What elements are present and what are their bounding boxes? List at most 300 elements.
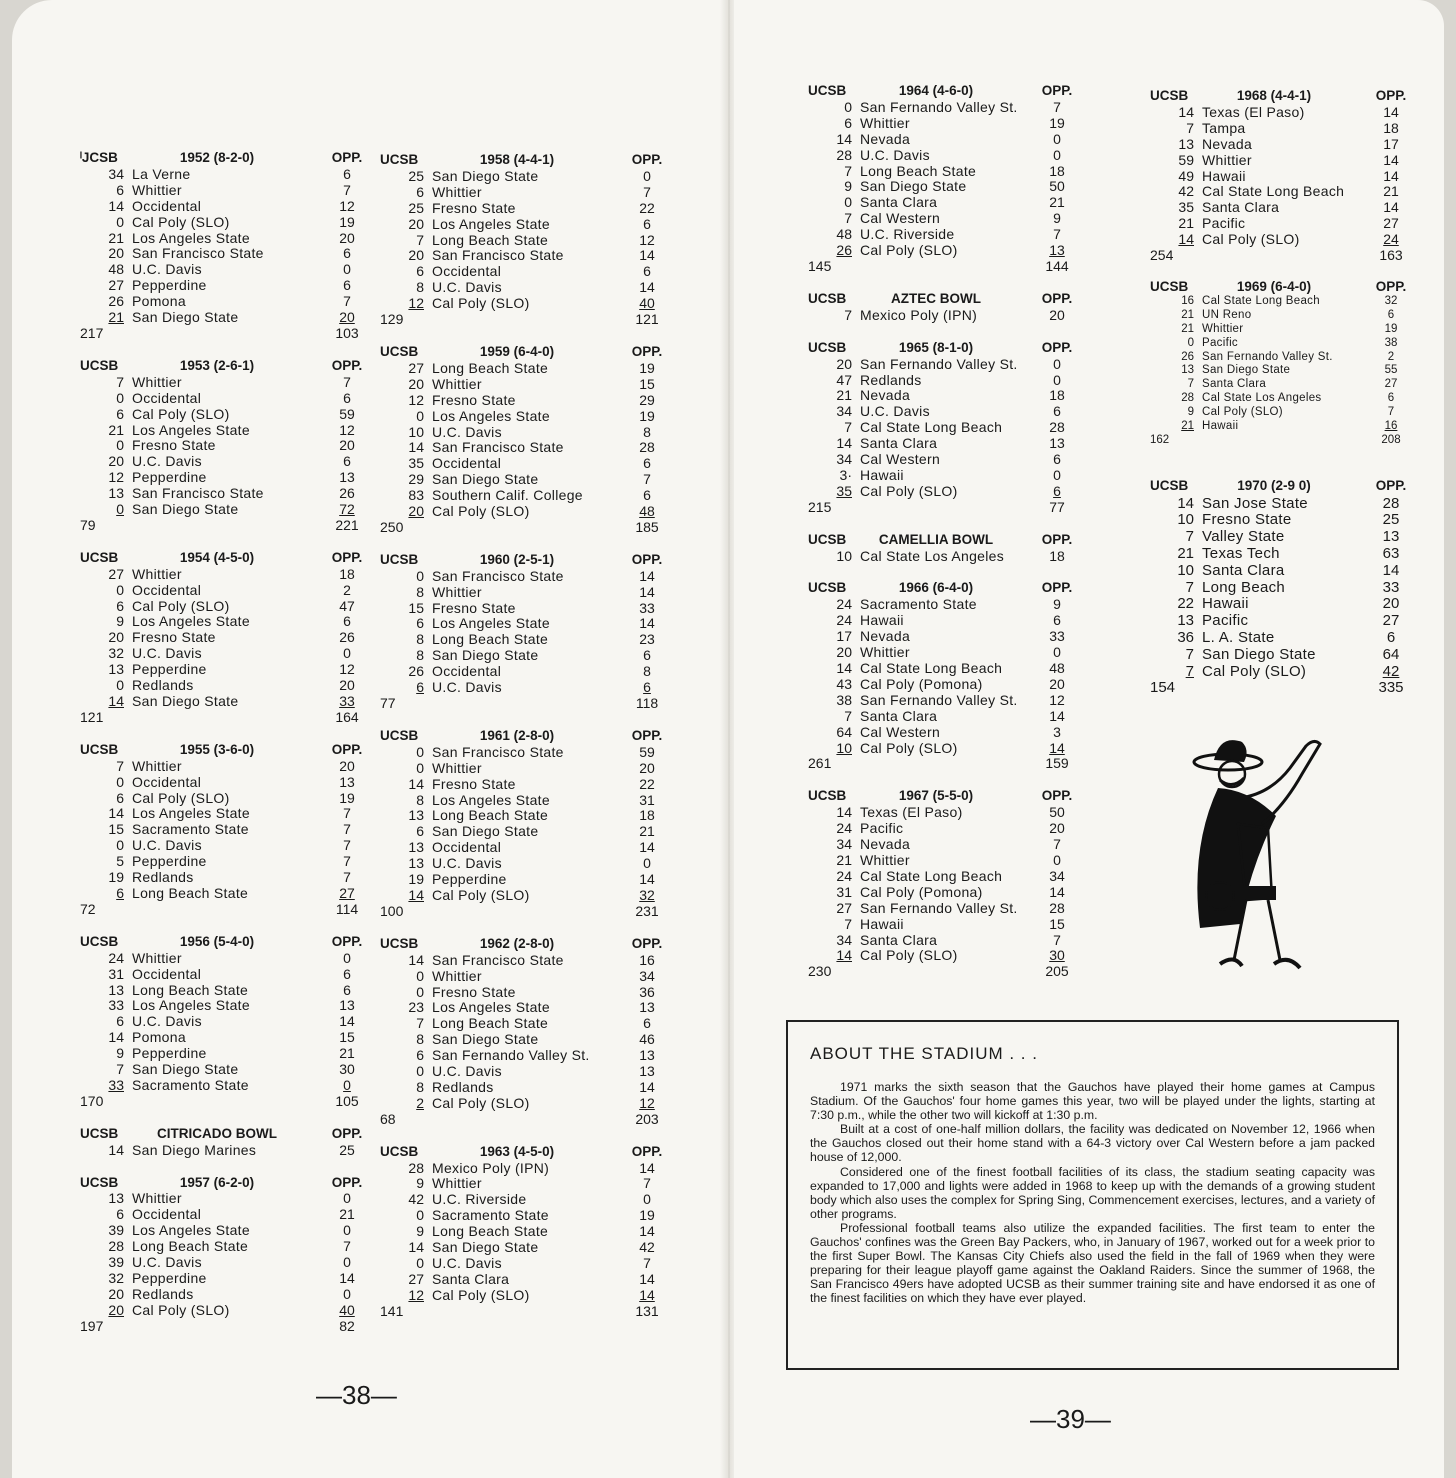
ucsb-score: 27 <box>408 1270 424 1287</box>
ucsb-score: 14 <box>108 693 124 709</box>
game-row <box>380 824 670 840</box>
game-row <box>80 167 370 183</box>
ucsb-score: 7 <box>844 210 852 227</box>
opponent-name: San Diego Marines <box>132 1141 257 1158</box>
opponent-score: 19 <box>1384 322 1398 335</box>
spacer <box>424 1304 624 1320</box>
opponent-name: San Fernando Valley St. <box>860 98 1018 115</box>
game-row <box>380 985 670 1001</box>
column-1952-1957 <box>80 150 370 1351</box>
opponent-score: 0 <box>343 261 351 278</box>
ucsb-score: 6 <box>116 597 124 614</box>
opponent-name: San Francisco State <box>432 951 564 968</box>
opponent-score: 0 <box>343 1190 351 1207</box>
opponent-score: 21 <box>639 823 655 840</box>
game-row <box>380 888 670 904</box>
ucsb-score: 49 <box>1178 167 1194 184</box>
opponent-name: Cal Poly (SLO) <box>860 482 958 499</box>
opponent-score: 15 <box>639 375 655 392</box>
opp-label: OPP. <box>1041 580 1073 596</box>
opponent-score: 32 <box>1384 294 1398 307</box>
season-header <box>380 1144 670 1160</box>
ucsb-score: 12 <box>408 391 424 408</box>
opponent-name: Whittier <box>432 967 482 984</box>
ucsb-score: 7 <box>844 306 852 323</box>
opponent-name: San Diego State <box>132 309 239 326</box>
game-row <box>380 1161 670 1177</box>
ucsb-score: 7 <box>1185 645 1194 663</box>
opponent-name: Sacramento State <box>860 596 977 613</box>
season-totals <box>380 1304 670 1320</box>
ucsb-score: 25 <box>408 199 424 216</box>
game-row <box>380 456 670 472</box>
ucsb-score: 0 <box>416 983 424 1000</box>
ucsb-score: 20 <box>408 503 424 520</box>
ucsb-score: 64 <box>836 723 852 740</box>
opponent-score: 42 <box>639 1239 655 1256</box>
ucsb-label: UCSB <box>380 343 419 359</box>
opponent-score: 13 <box>1049 435 1065 452</box>
season-header <box>80 550 370 566</box>
ucsb-score: 0 <box>116 677 124 694</box>
ucsb-score: 15 <box>108 821 124 838</box>
game-row <box>808 116 1080 132</box>
ucsb-score: 14 <box>1178 103 1194 120</box>
opp-label: OPP. <box>331 741 363 757</box>
stadium-heading: ABOUT THE STADIUM . . . <box>810 1044 1038 1063</box>
season-header <box>808 340 1080 356</box>
game-row <box>808 148 1080 164</box>
opponent-score: 14 <box>639 1159 655 1176</box>
game-row <box>808 853 1080 869</box>
opponent-score: 50 <box>1049 178 1065 195</box>
opponent-total: 335 <box>1378 679 1404 697</box>
ucsb-score: 29 <box>408 471 424 488</box>
opponent-total: 221 <box>335 516 359 533</box>
season-totals <box>380 904 670 920</box>
opponent-name: Whittier <box>432 583 482 600</box>
ucsb-score: 0 <box>116 389 124 406</box>
game-row <box>80 407 370 423</box>
ucsb-score: 13 <box>1181 364 1194 377</box>
game-row <box>380 1032 670 1048</box>
opponent-name: Nevada <box>1202 135 1253 152</box>
game-row <box>808 404 1080 420</box>
ucsb-total: 170 <box>80 1092 104 1109</box>
opponent-name: San Fernando Valley St. <box>860 691 1018 708</box>
opponent-name: San Fernando Valley St. <box>432 1047 590 1064</box>
ucsb-score: 7 <box>416 1015 424 1032</box>
opponent-name: Hawaii <box>1202 420 1239 433</box>
opponent-score: 20 <box>1049 306 1065 323</box>
opponent-name: Pepperdine <box>132 277 207 294</box>
ucsb-score: 14 <box>408 1239 424 1256</box>
opponent-name: Long Beach State <box>432 231 549 248</box>
opponent-name: Fresno State <box>1202 511 1292 529</box>
opponent-name: Whittier <box>860 114 910 131</box>
opponent-score: 29 <box>639 391 655 408</box>
game-row <box>808 179 1080 195</box>
game-row <box>80 646 370 662</box>
season-block <box>80 550 370 726</box>
opponent-score: 6 <box>343 453 351 470</box>
opponent-score: 6 <box>343 245 351 262</box>
opponent-score: 7 <box>343 853 351 870</box>
opponent-score: 14 <box>639 567 655 584</box>
opponent-score: 0 <box>643 1191 651 1208</box>
game-row <box>808 613 1080 629</box>
opponent-name: Fresno State <box>432 599 516 616</box>
game-row <box>80 1287 370 1303</box>
season-totals <box>380 696 670 712</box>
opponent-name: Occidental <box>132 1206 202 1223</box>
opponent-score: 23 <box>639 631 655 648</box>
season-header <box>80 934 370 950</box>
ucsb-score: 14 <box>1177 494 1194 512</box>
game-row <box>380 856 670 872</box>
ucsb-score: 9 <box>844 178 852 195</box>
ucsb-score: 21 <box>1181 420 1194 433</box>
spacer <box>424 520 624 536</box>
ucsb-label: UCSB <box>808 290 847 306</box>
opponent-name: Tampa <box>1202 119 1246 136</box>
opponent-score: 22 <box>639 775 655 792</box>
ucsb-score: 10 <box>836 547 852 564</box>
opponent-score: 18 <box>1049 387 1065 404</box>
opponent-name: Whittier <box>860 644 910 661</box>
season-title: 1957 (6-2-0) <box>179 1174 255 1190</box>
opponent-name: Nevada <box>860 628 911 645</box>
column-1968-1970 <box>1150 88 1414 713</box>
opponent-score: 33 <box>1382 578 1400 596</box>
season-totals <box>80 710 370 726</box>
game-row <box>80 583 370 599</box>
opponent-name: San Diego State <box>432 1239 539 1256</box>
ucsb-score: 27 <box>108 565 124 582</box>
opponent-name: Santa Clara <box>432 1270 510 1287</box>
ucsb-score: 9 <box>1187 406 1194 419</box>
gaucho-mascot-icon <box>1180 728 1340 988</box>
opponent-name: San Diego State <box>1202 645 1316 663</box>
opponent-score: 9 <box>1053 210 1061 227</box>
game-row <box>80 470 370 486</box>
opponent-name: Cal Western <box>860 210 941 227</box>
game-row <box>380 953 670 969</box>
ucsb-total: 254 <box>1150 247 1174 264</box>
opponent-score: 12 <box>339 661 355 678</box>
ucsb-score: 6 <box>416 263 424 280</box>
opponent-score: 20 <box>1049 820 1065 837</box>
game-row <box>380 1176 670 1192</box>
game-row <box>80 423 370 439</box>
ucsb-score: 21 <box>1178 215 1194 232</box>
ucsb-score: 14 <box>108 1029 124 1046</box>
opp-label: OPP. <box>331 549 363 565</box>
ucsb-score: 21 <box>1181 308 1194 321</box>
ucsb-score: 39 <box>108 1222 124 1239</box>
ucsb-score: 24 <box>836 867 852 884</box>
opponent-score: 14 <box>1049 707 1065 724</box>
opp-label: OPP. <box>331 933 363 949</box>
opponent-name: Redlands <box>860 371 922 388</box>
ucsb-score: 7 <box>844 915 852 932</box>
opp-label: OPP. <box>1375 88 1407 103</box>
opponent-name: San Diego State <box>132 1061 239 1078</box>
opponent-score: 7 <box>643 1175 651 1192</box>
opponent-score: 2 <box>343 581 351 598</box>
game-row <box>808 436 1080 452</box>
game-row <box>380 393 670 409</box>
game-row <box>380 1256 670 1272</box>
opponent-score: 9 <box>1053 596 1061 613</box>
ucsb-score: 10 <box>836 739 852 756</box>
opponent-score: 0 <box>343 1222 351 1239</box>
game-row <box>380 169 670 185</box>
ucsb-score: 10 <box>408 423 424 440</box>
game-row <box>808 741 1080 757</box>
game-row <box>380 1240 670 1256</box>
opponent-name: San Francisco State <box>432 247 564 264</box>
opponent-name: Pepperdine <box>132 853 207 870</box>
opponent-name: Nevada <box>860 836 911 853</box>
opponent-name: Texas Tech <box>1202 545 1280 563</box>
opponent-score: 28 <box>639 439 655 456</box>
game-row <box>80 294 370 310</box>
opponent-name: San Diego State <box>132 501 239 518</box>
spacer <box>1194 248 1368 264</box>
ucsb-score: 14 <box>108 197 124 214</box>
opponent-score: 50 <box>1049 804 1065 821</box>
ucsb-total: 154 <box>1150 679 1176 697</box>
ucsb-score: 0 <box>844 194 852 211</box>
opponent-score: 27 <box>1382 612 1400 630</box>
game-row <box>380 488 670 504</box>
season-block <box>380 344 670 536</box>
spacer <box>852 964 1034 980</box>
opponent-name: Texas (El Paso) <box>1202 103 1305 120</box>
opponent-score: 7 <box>343 181 351 198</box>
opponent-score: 12 <box>639 231 655 248</box>
opponent-score: 26 <box>339 629 355 646</box>
season-totals <box>808 259 1080 275</box>
game-row <box>80 567 370 583</box>
spacer <box>852 756 1034 772</box>
opponent-score: 30 <box>339 1061 355 1078</box>
opponent-name: San Jose State <box>1202 494 1308 512</box>
opponent-name: Nevada <box>860 130 911 147</box>
ucsb-score: 6 <box>116 405 124 422</box>
season-totals <box>80 1094 370 1110</box>
opponent-score: 18 <box>1383 119 1399 136</box>
opponent-score: 6 <box>1053 403 1061 420</box>
season-block <box>1150 88 1414 264</box>
opponent-name: San Francisco State <box>132 245 264 262</box>
spacer <box>424 904 624 920</box>
opponent-score: 19 <box>339 213 355 230</box>
opponent-score: 7 <box>343 805 351 822</box>
opponent-score: 21 <box>1049 194 1065 211</box>
ucsb-score: 28 <box>408 1159 424 1176</box>
opponent-total: 205 <box>1045 963 1069 980</box>
season-title: 1953 (2-6-1) <box>179 357 255 373</box>
game-row <box>380 504 670 520</box>
game-row <box>80 998 370 1014</box>
game-row <box>808 629 1080 645</box>
game-row <box>808 164 1080 180</box>
opponent-name: Cal Poly (Pomona) <box>860 883 983 900</box>
game-row <box>380 1048 670 1064</box>
game-row <box>80 662 370 678</box>
opponent-score: 0 <box>343 645 351 662</box>
ucsb-score: 19 <box>108 869 124 886</box>
ucsb-score: 7 <box>116 1061 124 1078</box>
about-stadium-box <box>786 1020 1399 1370</box>
ucsb-score: 21 <box>836 387 852 404</box>
opp-label: OPP. <box>631 152 663 167</box>
ucsb-label: UCSB <box>1150 278 1189 294</box>
ucsb-total: 129 <box>380 311 404 328</box>
opponent-name: Mexico Poly (IPN) <box>432 1159 550 1176</box>
game-row <box>80 1143 370 1159</box>
opponent-score: 13 <box>339 997 355 1014</box>
opponent-name: Whittier <box>132 757 182 774</box>
ucsb-score: 14 <box>1178 231 1194 248</box>
game-row <box>808 933 1080 949</box>
game-row <box>1150 216 1414 232</box>
opponent-name: Los Angeles State <box>432 215 550 232</box>
ucsb-score: 21 <box>836 851 852 868</box>
opponent-score: 27 <box>1383 215 1399 232</box>
opponent-name: Occidental <box>432 839 502 856</box>
game-row <box>808 869 1080 885</box>
game-row <box>808 885 1080 901</box>
season-block <box>80 742 370 918</box>
opponent-score: 0 <box>343 1285 351 1302</box>
ucsb-total: 197 <box>80 1317 104 1334</box>
game-row <box>808 357 1080 373</box>
season-block <box>380 1144 670 1320</box>
season-title: 1969 (6-4-0) <box>1236 278 1312 294</box>
opponent-score: 8 <box>643 423 651 440</box>
ucsb-score: 34 <box>108 165 124 182</box>
season-block <box>380 552 670 712</box>
opponent-name: Nevada <box>860 387 911 404</box>
opponent-name: Occidental <box>132 581 202 598</box>
game-row <box>808 308 1080 324</box>
ucsb-total: 217 <box>80 324 104 341</box>
ucsb-score: 0 <box>844 98 852 115</box>
ucsb-score: 26 <box>408 663 424 680</box>
opponent-name: Whittier <box>132 565 182 582</box>
opponent-name: Long Beach State <box>432 1223 549 1240</box>
ucsb-score: 21 <box>1177 545 1194 563</box>
opponent-name: U.C. Davis <box>860 403 930 420</box>
opponent-score: 0 <box>643 855 651 872</box>
opponent-score: 14 <box>1049 883 1065 900</box>
season-totals <box>808 756 1080 772</box>
game-row <box>380 1192 670 1208</box>
opponent-name: San Fernando Valley St. <box>1202 350 1333 363</box>
ucsb-score: 35 <box>1178 199 1194 216</box>
opponent-name: Cal Poly (Pomona) <box>860 675 983 692</box>
game-row <box>380 440 670 456</box>
opponent-name: Whittier <box>132 373 182 390</box>
game-row <box>80 599 370 615</box>
ucsb-score: 7 <box>1185 528 1194 546</box>
ucsb-score: 24 <box>836 596 852 613</box>
ucsb-score: 9 <box>416 1223 424 1240</box>
game-row <box>380 648 670 664</box>
ucsb-score: 6 <box>416 823 424 840</box>
opponent-score: 0 <box>343 1254 351 1271</box>
game-row <box>380 601 670 617</box>
opponent-score: 6 <box>1387 308 1395 321</box>
opponent-name: Occidental <box>132 773 202 790</box>
ucsb-score: 34 <box>836 451 852 468</box>
season-header <box>380 552 670 568</box>
opponent-score: 6 <box>1386 629 1396 647</box>
opponent-score: 30 <box>1049 947 1065 964</box>
game-row <box>380 1272 670 1288</box>
game-row <box>808 805 1080 821</box>
ucsb-score: 8 <box>416 631 424 648</box>
opponent-score: 48 <box>639 503 655 520</box>
opponent-name: Pomona <box>132 1029 186 1046</box>
opponent-name: Occidental <box>432 663 502 680</box>
game-row <box>1150 546 1414 563</box>
game-row <box>380 1016 670 1032</box>
ucsb-score: 0 <box>116 581 124 598</box>
opp-label: OPP. <box>1041 290 1073 306</box>
opponent-score: 21 <box>339 1206 355 1223</box>
opponent-score: 13 <box>639 1063 655 1080</box>
spacer <box>124 1319 324 1335</box>
opponent-name: Los Angeles State <box>432 999 550 1016</box>
game-row <box>380 233 670 249</box>
ucsb-score: 33 <box>108 1076 124 1093</box>
game-row <box>1150 596 1414 613</box>
opp-label: OPP. <box>1041 339 1073 355</box>
opponent-score: 16 <box>639 951 655 968</box>
game-row <box>1150 512 1414 529</box>
opponent-score: 27 <box>339 884 355 901</box>
opponent-name: Occidental <box>132 197 202 214</box>
season-block <box>80 934 370 1110</box>
opponent-score: 19 <box>639 359 655 376</box>
ucsb-score: 20 <box>408 215 424 232</box>
opponent-name: Cal Poly (SLO) <box>1202 662 1307 680</box>
game-row <box>808 132 1080 148</box>
ucsb-score: 7 <box>1187 378 1194 391</box>
game-row <box>380 377 670 393</box>
stadium-paragraph: Professional football teams also utilize the expanded facilities. The first team to enter the Gauchos' confines was the Green Bay Packers, who, in January of 1967, worked out for a week prior to the first Super Bowl. The Kansas City Chiefs also used the field in the fall of 1969 when they were preparing for their league playoff game against the Oakland Raiders. Since the summer of 1968, the San Francisco 49ers have adopted UCSB as their summer training site and have endorsed it as one of the finest facilities on which they have ever played. <box>810 1220 1375 1306</box>
opponent-name: Occidental <box>132 965 202 982</box>
ucsb-score: 3· <box>839 466 852 483</box>
spacer <box>424 696 624 712</box>
opponent-score: 20 <box>339 437 355 454</box>
opponent-name: U.C. Riverside <box>432 1191 527 1208</box>
opponent-name: Los Angeles State <box>132 1222 250 1239</box>
game-row <box>380 632 670 648</box>
opponent-name: Whittier <box>432 183 482 200</box>
game-row <box>80 1191 370 1207</box>
game-row <box>80 1223 370 1239</box>
opponent-name: Long Beach State <box>432 1015 549 1032</box>
game-row <box>380 280 670 296</box>
ucsb-label: UCSB <box>380 935 419 951</box>
opponent-name: Cal State Long Beach <box>1202 183 1345 200</box>
ucsb-total: 230 <box>808 963 832 980</box>
